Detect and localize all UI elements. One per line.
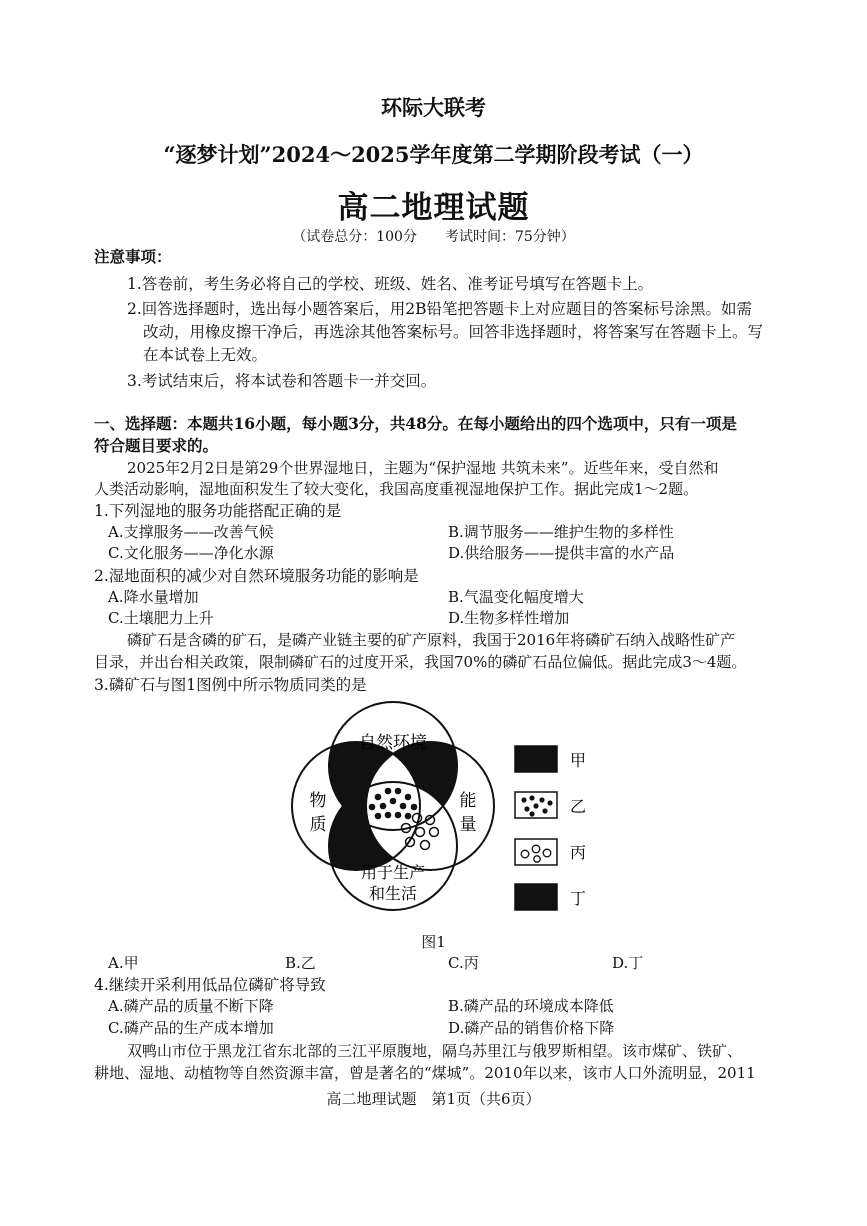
label-bottom-1: 用于生产 (360, 863, 426, 882)
section-title-cont: 符合题目要求的。 (94, 436, 219, 455)
question-4-stem: 4.继续开采利用低品位磷矿将导致 (94, 976, 326, 994)
label-right-1: 能 (459, 791, 477, 811)
notice-line-5: 3.考试结束后，将本试卷和答题卡一并交回。 (127, 372, 437, 390)
passage-1-line-2: 人类活动影响，湿地面积发生了较大变化，我国高度重视湿地保护工作。据此完成1～2题。 (94, 480, 699, 498)
question-4-option-c[interactable]: C.磷产品的生产成本增加 (108, 1019, 274, 1037)
question-3-option-d[interactable]: D.丁 (612, 954, 644, 972)
legend (515, 746, 586, 910)
notice-line-3: 改动，用橡皮擦干净后，再选涂其他答案标号。回答非选择题时，将答案写在答题卡上。写 (143, 323, 764, 341)
notice-title: 注意事项： (94, 247, 172, 266)
page-footer: 高二地理试题 第1页（共6页） (326, 1090, 541, 1108)
exam-org: 环际大联考 (381, 95, 486, 120)
passage-3-line-2: 耕地、湿地、动植物等自然资源丰富，曾是著名的“煤城”。2010年以来，该市人口外流明显，2011 (94, 1064, 756, 1082)
question-4-option-b[interactable]: B.磷产品的环境成本降低 (448, 997, 614, 1015)
section-title: 一、选择题：本题共16小题，每小题3分，共48分。在每小题给出的四个选项中，只有一项是 (94, 414, 737, 433)
question-3-option-a[interactable]: A.甲 (108, 954, 139, 972)
question-3-option-c[interactable]: C.丙 (448, 954, 479, 972)
legend-label-ding: 丁 (570, 889, 587, 908)
question-1-option-c[interactable]: C.文化服务——净化水源 (108, 544, 274, 562)
question-1-stem: 1.下列湿地的服务功能搭配正确的是 (94, 502, 342, 520)
question-1-option-d[interactable]: D.供给服务——提供丰富的水产品 (448, 544, 675, 562)
legend-swatch-jia (515, 746, 557, 772)
passage-1-line-1: 2025年2月2日是第29个世界湿地日，主题为“保护湿地 共筑未来”。近些年来，受自然和 (127, 459, 719, 477)
legend-swatch-ding (515, 884, 557, 910)
figure-caption: 图1 (421, 933, 446, 951)
label-top: 自然环境 (359, 733, 427, 753)
legend-label-jia: 甲 (570, 751, 587, 770)
question-1-option-a[interactable]: A.支撑服务——改善气候 (108, 523, 274, 541)
subject-title: 高二地理试题 (337, 190, 530, 226)
notice-line-4: 在本试卷上无效。 (143, 346, 268, 364)
figure-1-venn-diagram (280, 694, 620, 930)
question-2-option-a[interactable]: A.降水量增加 (108, 588, 199, 606)
question-1-option-b[interactable]: B.调节服务——维护生物的多样性 (448, 523, 674, 541)
question-2-stem: 2.湿地面积的减少对自然环境服务功能的影响是 (94, 567, 419, 585)
region-yi (280, 694, 620, 930)
notice-line-2: 2.回答选择题时，选出每小题答案后，用2B铅笔把答题卡上对应题目的答案标号涂黑。如需 (127, 300, 753, 318)
question-3-stem: 3.磷矿石与图1图例中所示物质同类的是 (94, 676, 367, 694)
label-left-2: 质 (309, 815, 327, 835)
question-2-option-b[interactable]: B.气温变化幅度增大 (448, 588, 584, 606)
question-4-option-a[interactable]: A.磷产品的质量不断下降 (108, 997, 274, 1015)
question-2-option-d[interactable]: D.生物多样性增加 (448, 609, 570, 627)
exam-info: （试卷总分：100分 考试时间：75分钟） (292, 229, 575, 245)
label-bottom-2: 和生活 (368, 884, 418, 903)
label-left-1: 物 (309, 791, 327, 811)
question-3-option-b[interactable]: B.乙 (285, 954, 316, 972)
passage-3-line-1: 双鸭山市位于黑龙江省东北部的三江平原腹地，隔乌苏里江与俄罗斯相望。该市煤矿、铁矿、 (127, 1042, 743, 1060)
passage-2-line-1: 磷矿石是含磷的矿石，是磷产业链主要的矿产原料，我国于2016年将磷矿石纳入战略性矿产 (127, 631, 736, 649)
notice-line-1: 1.答卷前，考生务必将自己的学校、班级、姓名、准考证号填写在答题卡上。 (127, 275, 654, 293)
exam-name: “逐梦计划”2024～2025学年度第二学期阶段考试（一） (163, 142, 704, 167)
legend-label-yi: 乙 (570, 797, 587, 816)
passage-2-line-2: 目录，并出台相关政策，限制磷矿石的过度开采，我国70%的磷矿石品位偏低。据此完成3～4题。 (94, 653, 747, 671)
question-4-option-d[interactable]: D.磷产品的销售价格下降 (448, 1019, 615, 1037)
legend-label-bing: 丙 (570, 843, 587, 862)
label-right-2: 量 (459, 815, 477, 835)
question-2-option-c[interactable]: C.土壤肥力上升 (108, 609, 214, 627)
